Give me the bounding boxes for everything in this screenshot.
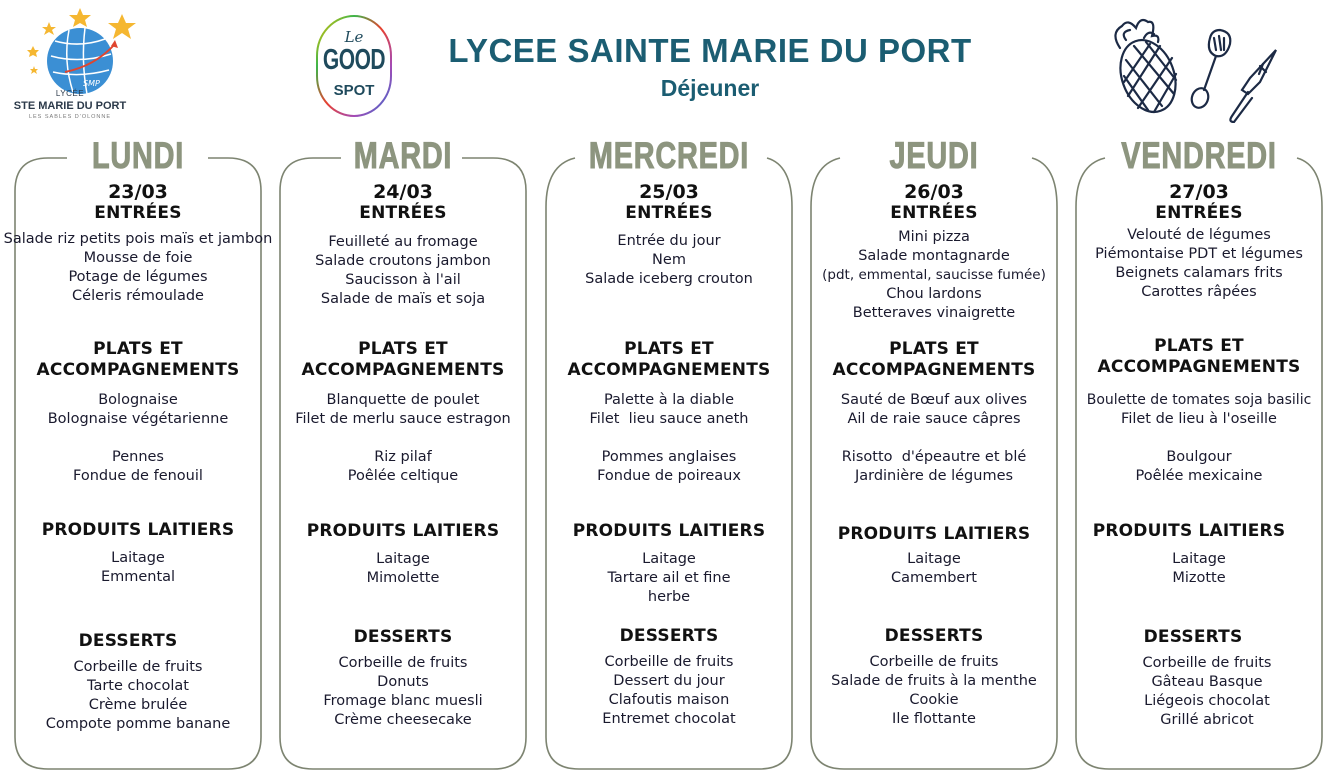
pineapple-utensils-icon bbox=[1100, 8, 1290, 123]
menu-item: Poêlée mexicaine bbox=[1135, 468, 1263, 484]
menu-item: Filet de merlu sauce estragon bbox=[295, 411, 511, 427]
menu-item: Piémontaise PDT et légumes bbox=[1095, 246, 1303, 262]
menu-item: Velouté de légumes bbox=[1127, 227, 1271, 243]
menu-item: Risotto d'épeautre et blé bbox=[841, 449, 1027, 465]
laitiers-heading: PRODUITS LAITIERS bbox=[306, 521, 500, 541]
entrees-heading: ENTRÉES bbox=[94, 203, 182, 223]
menu-item: Riz pilaf bbox=[374, 449, 432, 465]
menu-item: Carottes râpées bbox=[1141, 284, 1257, 300]
menu-item: Laitage bbox=[376, 551, 430, 567]
good-spot-spot: SPOT bbox=[333, 82, 375, 99]
desserts-section bbox=[0, 631, 272, 734]
menu-item: Laitage bbox=[642, 551, 696, 567]
menu-item: Blanquette de poulet bbox=[326, 392, 480, 408]
desserts-list bbox=[0, 658, 282, 734]
entrees-list bbox=[259, 233, 547, 309]
menu-item: Cookie bbox=[909, 692, 959, 708]
day-date: 26/03 bbox=[904, 181, 964, 203]
day-card-vendredi bbox=[1075, 135, 1323, 770]
menu-item: Boulette de tomates soja basilic bbox=[1086, 392, 1312, 408]
menu-item: Betteraves vinaigrette bbox=[852, 305, 1016, 321]
laitiers-list bbox=[259, 550, 547, 588]
day-name: LUNDI bbox=[91, 135, 185, 176]
menu-item: Laitage bbox=[907, 551, 961, 567]
plats-heading-1: PLATS ET bbox=[624, 339, 714, 359]
menu-item: Pennes bbox=[111, 449, 164, 465]
desserts-section bbox=[525, 626, 813, 729]
menu-item: Filet de lieu à l'oseille bbox=[1121, 411, 1277, 427]
plats-list bbox=[1055, 391, 1337, 486]
menu-item: Salade de fruits à la menthe bbox=[831, 673, 1037, 689]
menu-item: Boulgour bbox=[1166, 449, 1232, 465]
laitiers-heading: PRODUITS LAITIERS bbox=[837, 524, 1031, 544]
desserts-section bbox=[259, 627, 547, 730]
menu-item: Crème cheesecake bbox=[334, 712, 472, 728]
smp-badge: SMP bbox=[83, 79, 100, 88]
menu-item: Mousse de foie bbox=[83, 250, 193, 266]
plats-heading-1: PLATS ET bbox=[1154, 336, 1244, 356]
plats-section bbox=[790, 339, 1078, 486]
desserts-list bbox=[259, 654, 547, 730]
menu-item: Mizotte bbox=[1172, 570, 1226, 586]
entrees-list bbox=[0, 230, 282, 306]
day-name: JEUDI bbox=[889, 135, 979, 176]
day-date: 27/03 bbox=[1169, 181, 1229, 203]
menu-item: herbe bbox=[647, 589, 691, 605]
menu-item: Filet lieu sauce aneth bbox=[589, 411, 749, 427]
menu-item: Ile flottante bbox=[892, 711, 976, 727]
menu-item: Saucisson à l'ail bbox=[345, 272, 461, 288]
plats-heading-1: PLATS ET bbox=[889, 339, 979, 359]
laitiers-heading: PRODUITS LAITIERS bbox=[41, 520, 235, 540]
plats-section bbox=[525, 339, 813, 486]
day-name: MARDI bbox=[353, 135, 453, 176]
menu-item: Sauté de Bœuf aux olives bbox=[840, 392, 1028, 408]
menu-item: Tartare ail et fine bbox=[607, 570, 731, 586]
day-content bbox=[0, 182, 282, 306]
plats-heading-2: ACCOMPAGNEMENTS bbox=[1097, 357, 1301, 377]
menu-item: Mini pizza bbox=[898, 229, 970, 245]
laitiers-section bbox=[1045, 521, 1333, 588]
day-card-mercredi bbox=[545, 135, 793, 770]
entrees-heading: ENTRÉES bbox=[1155, 203, 1243, 223]
plats-heading-1: PLATS ET bbox=[93, 339, 183, 359]
menu-item: Grillé abricot bbox=[1160, 712, 1254, 728]
menu-item: Pommes anglaises bbox=[601, 449, 737, 465]
menu-item: Poêlée celtique bbox=[347, 468, 459, 484]
laitiers-heading: PRODUITS LAITIERS bbox=[572, 521, 766, 541]
plats-section bbox=[0, 339, 282, 486]
good-spot-le: Le bbox=[344, 28, 364, 46]
plats-section bbox=[1055, 336, 1337, 486]
desserts-heading: DESSERTS bbox=[353, 627, 453, 647]
entrees-heading: ENTRÉES bbox=[890, 203, 978, 223]
day-content bbox=[790, 182, 1078, 323]
plats-heading-2: ACCOMPAGNEMENTS bbox=[301, 360, 505, 380]
menu-item: Liégeois chocolat bbox=[1144, 693, 1270, 709]
menu-item: Crème brulée bbox=[88, 697, 188, 713]
desserts-list bbox=[790, 653, 1078, 729]
menu-item: Corbeille de fruits bbox=[1142, 655, 1272, 671]
good-spot-good: GOOD bbox=[322, 44, 386, 76]
laitiers-list bbox=[0, 549, 282, 587]
entrees-list bbox=[1055, 226, 1337, 302]
menu-item: Ail de raie sauce câpres bbox=[847, 411, 1021, 427]
entrees-list bbox=[790, 228, 1078, 323]
menu-item: Mimolette bbox=[366, 570, 440, 586]
menu-item: Céleris rémoulade bbox=[72, 288, 204, 304]
menu-item: Salade iceberg crouton bbox=[585, 271, 753, 287]
school-logo-line1: LYCÉE bbox=[55, 89, 85, 98]
menu-item: Fondue de poireaux bbox=[597, 468, 741, 484]
day-date: 25/03 bbox=[639, 181, 699, 203]
laitiers-section bbox=[790, 524, 1078, 588]
menu-item: Entremet chocolat bbox=[602, 711, 736, 727]
menu-item: Nem bbox=[652, 252, 686, 268]
menu-item: Fromage blanc muesli bbox=[323, 693, 483, 709]
plats-list bbox=[525, 391, 813, 486]
laitiers-section bbox=[525, 521, 813, 607]
desserts-list bbox=[525, 653, 813, 729]
day-date: 24/03 bbox=[373, 181, 433, 203]
menu-item: Entrée du jour bbox=[617, 233, 721, 249]
desserts-heading: DESSERTS bbox=[884, 626, 984, 646]
menu-item: Salade riz petits pois maïs et jambon bbox=[3, 231, 273, 247]
menu-item: Feuilleté au fromage bbox=[328, 234, 478, 250]
day-date: 23/03 bbox=[108, 181, 168, 203]
globe-stars-icon bbox=[25, 6, 145, 96]
day-card-lundi bbox=[3, 135, 273, 770]
laitiers-section bbox=[0, 520, 282, 587]
menu-item: Salade de maïs et soja bbox=[320, 291, 486, 307]
menu-item: Corbeille de fruits bbox=[73, 659, 203, 675]
menu-item: Laitage bbox=[111, 550, 165, 566]
desserts-heading: DESSERTS bbox=[78, 631, 178, 651]
desserts-heading: DESSERTS bbox=[619, 626, 719, 646]
desserts-list bbox=[1063, 654, 1337, 730]
menu-item: Jardinière de légumes bbox=[854, 468, 1014, 484]
menu-item: Compote pomme banane bbox=[45, 716, 231, 732]
laitiers-section bbox=[259, 521, 547, 588]
menu-item: Bolognaise végétarienne bbox=[47, 411, 229, 427]
plats-heading-1: PLATS ET bbox=[358, 339, 448, 359]
page-subtitle: Déjeuner bbox=[660, 75, 760, 101]
day-content bbox=[1055, 182, 1337, 302]
plats-section bbox=[259, 339, 547, 486]
plats-heading-2: ACCOMPAGNEMENTS bbox=[567, 360, 771, 380]
desserts-section bbox=[790, 626, 1078, 729]
menu-item: Chou lardons bbox=[886, 286, 982, 302]
menu-item: Potage de légumes bbox=[68, 269, 208, 285]
menu-item: Dessert du jour bbox=[613, 673, 725, 689]
menu-item: Clafoutis maison bbox=[608, 692, 730, 708]
day-name: VENDREDI bbox=[1121, 135, 1277, 176]
day-card-mardi bbox=[279, 135, 527, 770]
laitiers-list bbox=[1055, 550, 1337, 588]
menu-item: Beignets calamars frits bbox=[1115, 265, 1283, 281]
laitiers-list bbox=[525, 550, 813, 607]
good-spot-logo bbox=[315, 14, 393, 118]
day-card-jeudi bbox=[810, 135, 1058, 770]
menu-item: Laitage bbox=[1172, 551, 1226, 567]
day-content bbox=[259, 182, 547, 309]
plats-list bbox=[0, 391, 282, 486]
menu-item: Fondue de fenouil bbox=[73, 468, 203, 484]
plats-list bbox=[790, 391, 1078, 486]
desserts-heading: DESSERTS bbox=[1143, 627, 1243, 647]
entrees-heading: ENTRÉES bbox=[625, 203, 713, 223]
desserts-section bbox=[1049, 627, 1337, 730]
menu-item: Salade croutons jambon bbox=[315, 253, 491, 269]
menu-item: Gâteau Basque bbox=[1151, 674, 1263, 690]
plats-list bbox=[259, 391, 547, 486]
page-title: LYCEE SAINTE MARIE DU PORT bbox=[448, 32, 972, 69]
menu-item: Salade montagnarde bbox=[858, 248, 1010, 264]
menu-item: Corbeille de fruits bbox=[869, 654, 999, 670]
menu-item: Palette à la diable bbox=[603, 392, 735, 408]
school-logo-line3: LES SABLES D'OLONNE bbox=[28, 114, 112, 120]
day-content bbox=[525, 182, 813, 289]
menu-item: Corbeille de fruits bbox=[338, 655, 468, 671]
laitiers-list bbox=[790, 550, 1078, 588]
laitiers-heading: PRODUITS LAITIERS bbox=[1092, 521, 1286, 541]
entrees-heading: ENTRÉES bbox=[359, 203, 447, 223]
menu-item: Camembert bbox=[891, 570, 977, 586]
plats-heading-2: ACCOMPAGNEMENTS bbox=[832, 360, 1036, 380]
menu-item: Donuts bbox=[377, 674, 429, 690]
day-name: MERCREDI bbox=[588, 135, 750, 176]
menu-item: (pdt, emmental, saucisse fumée) bbox=[822, 267, 1046, 283]
menu-item: Bolognaise bbox=[98, 392, 178, 408]
school-logo-line2: STE MARIE DU PORT bbox=[13, 100, 127, 112]
menu-item: Tarte chocolat bbox=[87, 678, 189, 694]
plats-heading-2: ACCOMPAGNEMENTS bbox=[36, 360, 240, 380]
entrees-list bbox=[525, 232, 813, 289]
menu-item: Emmental bbox=[100, 569, 176, 585]
menu-item: Corbeille de fruits bbox=[604, 654, 734, 670]
